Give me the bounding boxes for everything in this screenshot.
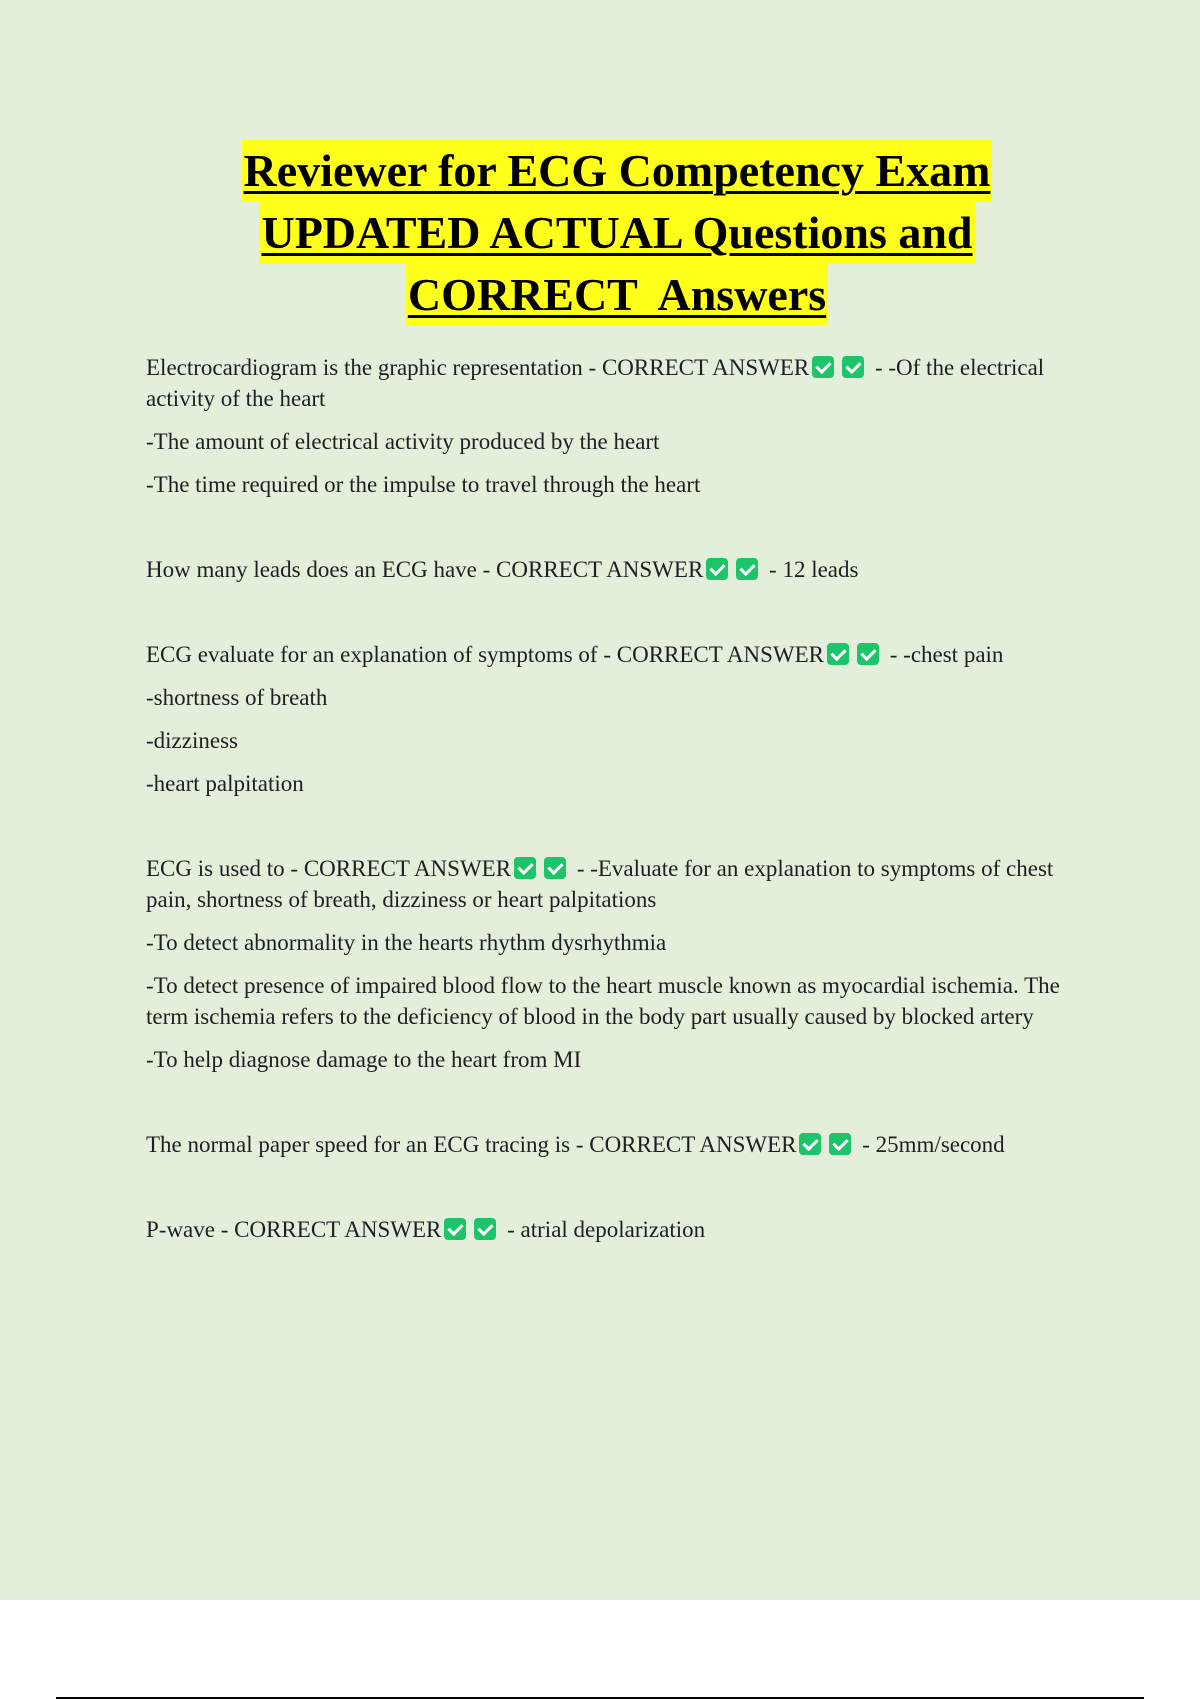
answer-text: - -Of the electrical activity of the heart [146, 355, 1045, 411]
answer-text: - -chest pain [884, 642, 1004, 667]
correct-answer-label: CORRECT ANSWER [616, 642, 824, 667]
answer-text: - -Evaluate for an explanation to symptoms of chest pain, shortness of breath, dizziness or heart palpitations [146, 856, 1054, 912]
answer-line: -To detect presence of impaired blood flow to the heart muscle known as myocardial ischemia. The term ischemia refers to the deficiency of blood in the body part usually caused by blocked artery [146, 973, 1060, 1029]
qa-item [146, 352, 1096, 500]
check-box-icon [812, 356, 834, 378]
answer-text: - atrial depolarization [501, 1217, 706, 1242]
check-box-icon [444, 1218, 466, 1240]
question-line [146, 352, 1096, 414]
answer-line: -The time required or the impulse to travel through the heart [146, 472, 701, 497]
check-box-icon [736, 558, 758, 580]
answer-line: -To help diagnose damage to the heart from MI [146, 1047, 582, 1072]
check-box-icon [544, 857, 566, 879]
correct-answer-label: CORRECT ANSWER [234, 1217, 442, 1242]
correct-answer-label: CORRECT ANSWER [303, 856, 512, 881]
correct-answer-label: CORRECT ANSWER [589, 1132, 797, 1157]
question-text: P-wave - [146, 1217, 235, 1242]
answer-line: -shortness of breath [146, 685, 328, 710]
question-line [146, 853, 1096, 915]
title-line-2: UPDATED ACTUAL Questions and [259, 202, 974, 264]
question-line [146, 1129, 1096, 1160]
answer-text: - 25mm/second [856, 1132, 1005, 1157]
qa-item [146, 1214, 1096, 1245]
footer-divider [56, 1697, 1144, 1699]
check-box-icon [857, 643, 879, 665]
question-text: How many leads does an ECG have - [146, 557, 497, 582]
title-line-3: CORRECT Answers [406, 264, 828, 326]
question-text: ECG is used to - [146, 856, 304, 881]
qa-item [146, 1129, 1096, 1160]
qa-item [146, 639, 1096, 799]
check-box-icon [842, 356, 864, 378]
correct-answer-label: CORRECT ANSWER [496, 557, 704, 582]
answer-line: -dizziness [146, 728, 238, 753]
question-line [146, 639, 1096, 670]
question-text: ECG evaluate for an explanation of symptoms of - [146, 642, 617, 667]
check-box-icon [799, 1133, 821, 1155]
check-box-icon [706, 558, 728, 580]
check-box-icon [829, 1133, 851, 1155]
question-line [146, 554, 1096, 585]
document-title [0, 140, 1200, 326]
check-box-icon [474, 1218, 496, 1240]
correct-answer-label: CORRECT ANSWER [601, 355, 810, 380]
title-line-1: Reviewer for ECG Competency Exam [242, 140, 993, 202]
question-text: Electrocardiogram is the graphic representation - [146, 355, 602, 380]
qa-list [146, 352, 1096, 1299]
question-text: The normal paper speed for an ECG tracing is - [146, 1132, 590, 1157]
qa-item [146, 853, 1096, 1075]
answer-line: -The amount of electrical activity produced by the heart [146, 429, 660, 454]
answer-text: - 12 leads [763, 557, 859, 582]
qa-item [146, 554, 1096, 585]
answer-line: -To detect abnormality in the hearts rhythm dysrhythmia [146, 930, 667, 955]
check-box-icon [827, 643, 849, 665]
check-box-icon [514, 857, 536, 879]
question-line [146, 1214, 1096, 1245]
answer-line: -heart palpitation [146, 771, 304, 796]
